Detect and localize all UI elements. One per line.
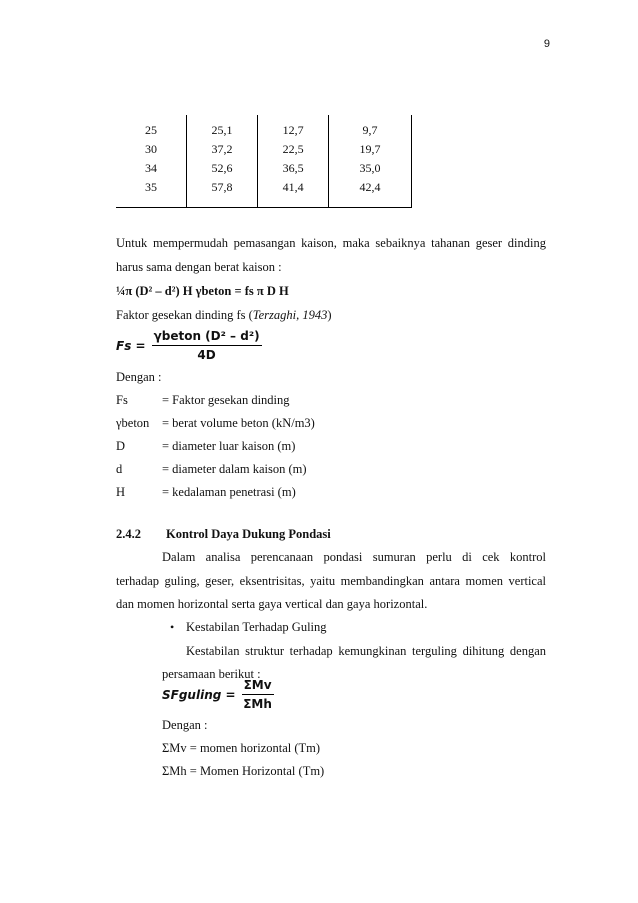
formula-fs	[116, 329, 262, 362]
fraction	[152, 329, 262, 362]
definition-line: ΣMv = momen horizontal (Tm)	[162, 741, 321, 755]
table-row	[116, 159, 412, 178]
definition-text: = Faktor gesekan dinding	[162, 393, 290, 407]
definition-symbol: D	[116, 439, 126, 453]
table-row	[116, 115, 412, 140]
paragraph-line: dan momen horizontal serta gaya vertical dan gaya horizontal.	[116, 597, 428, 611]
table-cell: 35	[116, 178, 186, 208]
paragraph-line: harus sama dengan berat kaison :	[116, 260, 282, 274]
dengan-label: Dengan :	[116, 370, 162, 384]
table-cell: 19,7	[329, 140, 412, 159]
definition-symbol: γbeton	[116, 416, 150, 430]
definition-text: = berat volume beton (kN/m3)	[162, 416, 315, 430]
definition-text: = kedalaman penetrasi (m)	[162, 485, 296, 499]
formula-lhs: SFguling =	[162, 687, 236, 702]
data-table	[116, 115, 412, 208]
definition-line: ΣMh = Momen Horizontal (Tm)	[162, 764, 325, 778]
table-cell: 12,7	[258, 115, 329, 140]
equation: ¼π (D² – d²) H γbeton = fs π D H	[116, 284, 289, 298]
definition-symbol: d	[116, 462, 123, 476]
table-row	[116, 140, 412, 159]
table-cell: 30	[144, 142, 157, 156]
definition-symbol: Fs	[116, 393, 128, 407]
table-cell: 25,1	[186, 115, 257, 140]
definition-symbol: H	[116, 485, 126, 499]
formula-lhs: Fs =	[116, 338, 146, 353]
citation-close: )	[327, 308, 332, 322]
section-number: 2.4.2	[116, 527, 141, 541]
table-cell: 25	[144, 123, 157, 137]
fraction-numerator: ΣMv	[242, 678, 274, 695]
paragraph-line: Untuk mempermudah pemasangan kaison, maka sebaiknya tahanan geser dinding	[116, 236, 546, 250]
table-cell: 22,5	[258, 140, 329, 159]
table-cell: 36,5	[258, 159, 329, 178]
bullet-title: Kestabilan Terhadap Guling	[186, 620, 327, 634]
paragraph-line: persamaan berikut :	[162, 667, 261, 681]
table-cell: 9,7	[329, 115, 412, 140]
table-row	[116, 178, 412, 208]
page-number: 9	[543, 38, 550, 50]
table-cell: 34	[144, 161, 157, 175]
table-cell: 57,8	[186, 178, 257, 208]
section-title: Kontrol Daya Dukung Pondasi	[166, 527, 331, 541]
citation: Terzaghi, 1943	[252, 308, 328, 322]
bullet-icon: •	[170, 620, 175, 634]
paragraph-line: Dalam analisa perencanaan pondasi sumuran perlu di cek kontrol	[162, 550, 546, 564]
paragraph-line: Kestabilan struktur terhadap kemungkinan terguling dihitung dengan	[186, 644, 546, 658]
friction-factor-label	[116, 308, 332, 323]
fraction-numerator: γbeton (D² – d²)	[152, 329, 262, 346]
paragraph-line: terhadap guling, geser, eksentrisitas, yaitu membandingkan antara momen vertical	[116, 574, 546, 588]
formula-sf-guling	[162, 678, 274, 711]
dengan-label: Dengan :	[162, 718, 208, 732]
fraction	[242, 678, 274, 711]
table-cell: 35,0	[329, 159, 412, 178]
table-cell: 37,2	[186, 140, 257, 159]
table-cell: 52,6	[186, 159, 257, 178]
table-cell: 42,4	[329, 178, 412, 208]
fraction-denominator: ΣMh	[243, 697, 272, 711]
definition-text: = diameter luar kaison (m)	[162, 439, 296, 453]
friction-factor-text: Faktor gesekan dinding fs (	[116, 308, 253, 322]
definition-text: = diameter dalam kaison (m)	[162, 462, 307, 476]
table-cell: 41,4	[258, 178, 329, 208]
fraction-denominator: 4D	[197, 348, 216, 362]
